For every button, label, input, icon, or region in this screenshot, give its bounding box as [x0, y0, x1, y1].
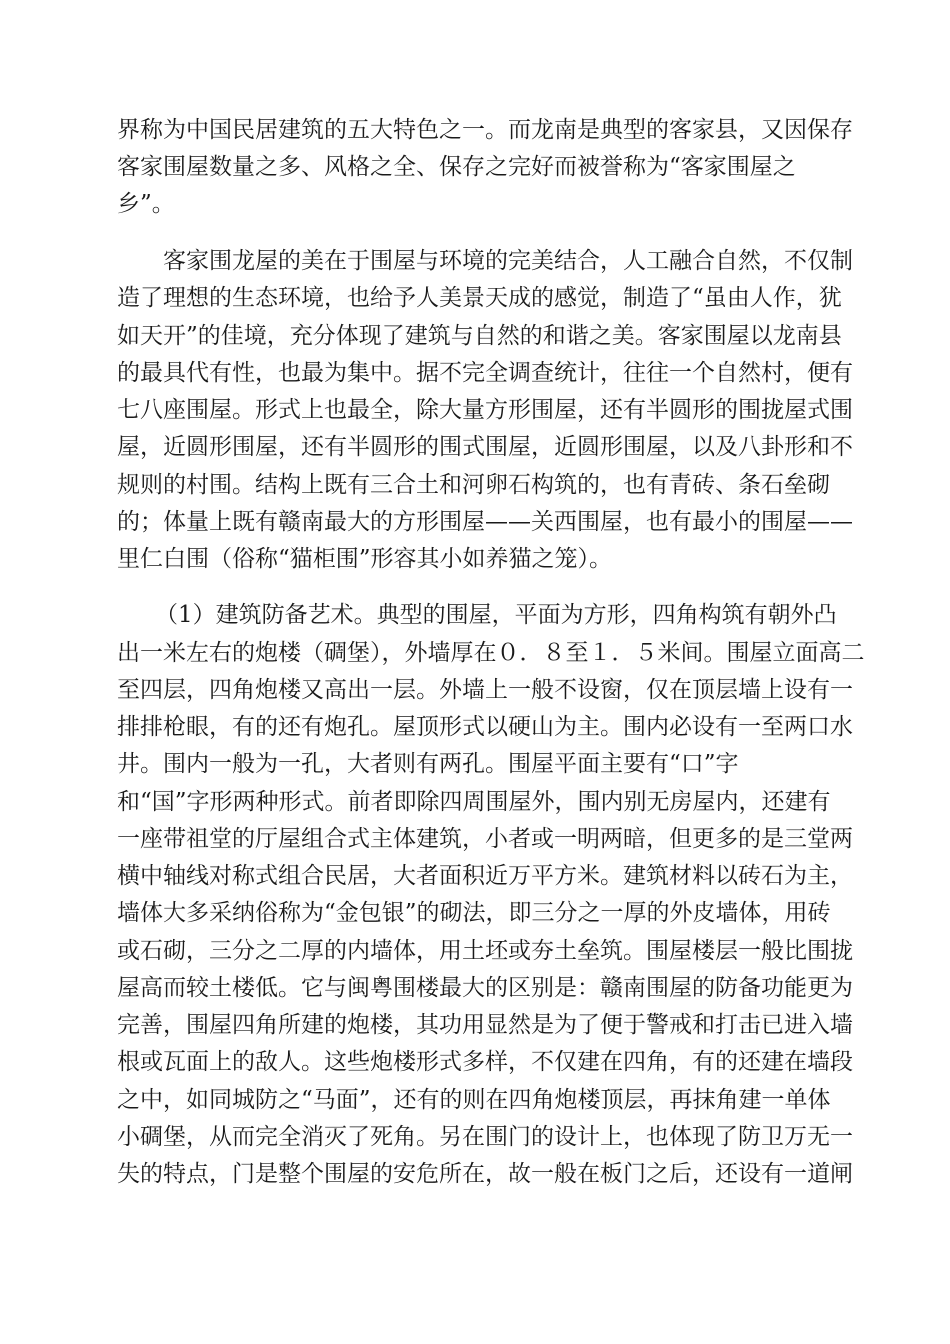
- text-line: 或石砌，三分之二厚的内墙体，用土坯或夯土垒筑。围屋楼层一般比围拢: [117, 938, 853, 964]
- text-line: 至四层，四角炮楼又高出一层。外墙上一般不设窗，仅在顶层墙上设有一: [117, 677, 853, 703]
- text-line: 完善，围屋四角所建的炮楼，其功用显然是为了便于警戒和打击已进入墙: [117, 1012, 853, 1038]
- text-line: 横中轴线对称式组合民居，大者面积近万平方米。建筑材料以砖石为主，: [117, 863, 853, 889]
- text-line: （1）建筑防备艺术。典型的围屋，平面为方形，四角构筑有朝外凸: [155, 602, 837, 628]
- text-line: 小碉堡，从而完全消灭了死角。另在围门的设计上，也体现了防卫万无一: [117, 1124, 853, 1150]
- text-line: 乡”。: [117, 191, 175, 217]
- text-line: 界称为中国民居建筑的五大特色之一。而龙南是典型的客家县，又因保存: [117, 117, 853, 143]
- text-line: 失的特点，门是整个围屋的安危所在，故一般在板门之后，还设有一道闸: [117, 1161, 853, 1187]
- text-line: 墙体大多采纳俗称为“金包银”的砌法，即三分之一厚的外皮墙体，用砖: [117, 900, 831, 926]
- text-line: 七八座围屋。形式上也最全，除大量方形围屋，还有半圆形的围拢屋式围: [117, 397, 853, 423]
- text-line: 屋，近圆形围屋，还有半圆形的围式围屋，近圆形围屋，以及八卦形和不: [117, 434, 853, 460]
- text-line: 的；体量上既有赣南最大的方形围屋——关西围屋，也有最小的围屋——: [117, 509, 853, 535]
- text-line: 井。围内一般为一孔，大者则有两孔。围屋平面主要有“口”字: [117, 751, 739, 777]
- text-line: 客家围屋数量之多、风格之全、保存之完好而被誉称为“客家围屋之: [117, 154, 796, 180]
- text-line: 排排枪眼，有的还有炮孔。屋顶形式以硬山为主。围内必设有一至两口水: [117, 714, 853, 740]
- text-line: 根或瓦面上的敌人。这些炮楼形式多样，不仅建在四角，有的还建在墙段: [117, 1049, 853, 1075]
- text-line: 出一米左右的炮楼（碉堡），外墙厚在０．８至１．５米间。围屋立面高二: [117, 640, 865, 666]
- text-line: 的最具代有性，也最为集中。据不完全调查统计，往往一个自然村，便有: [117, 360, 853, 386]
- text-line: 里仁白围（俗称“猫柜围”形容其小如养猫之笼）。: [117, 546, 613, 572]
- text-line: 屋高而较土楼低。它与闽粤围楼最大的区别是：赣南围屋的防备功能更为: [117, 975, 853, 1001]
- text-line: 规则的村围。结构上既有三合土和河卵石构筑的，也有青砖、条石垒砌: [117, 472, 830, 498]
- text-line: 和“国”字形两种形式。前者即除四周围屋外，围内别无房屋内，还建有: [117, 789, 831, 815]
- text-line: 如天开”的佳境，充分体现了建筑与自然的和谐之美。客家围屋以龙南县: [117, 323, 842, 349]
- text-line: 造了理想的生态环境，也给予人美景天成的感觉，制造了“虽由人作，犹: [117, 285, 842, 311]
- text-line: 一座带祖堂的厅屋组合式主体建筑，小者或一明两暗，但更多的是三堂两: [117, 826, 853, 852]
- text-line: 之中，如同城防之“马面”，还有的则在四角炮楼顶层，再抹角建一单体: [117, 1087, 831, 1113]
- text-line: 客家围龙屋的美在于围屋与环境的完美结合，人工融合自然，不仅制: [163, 248, 853, 274]
